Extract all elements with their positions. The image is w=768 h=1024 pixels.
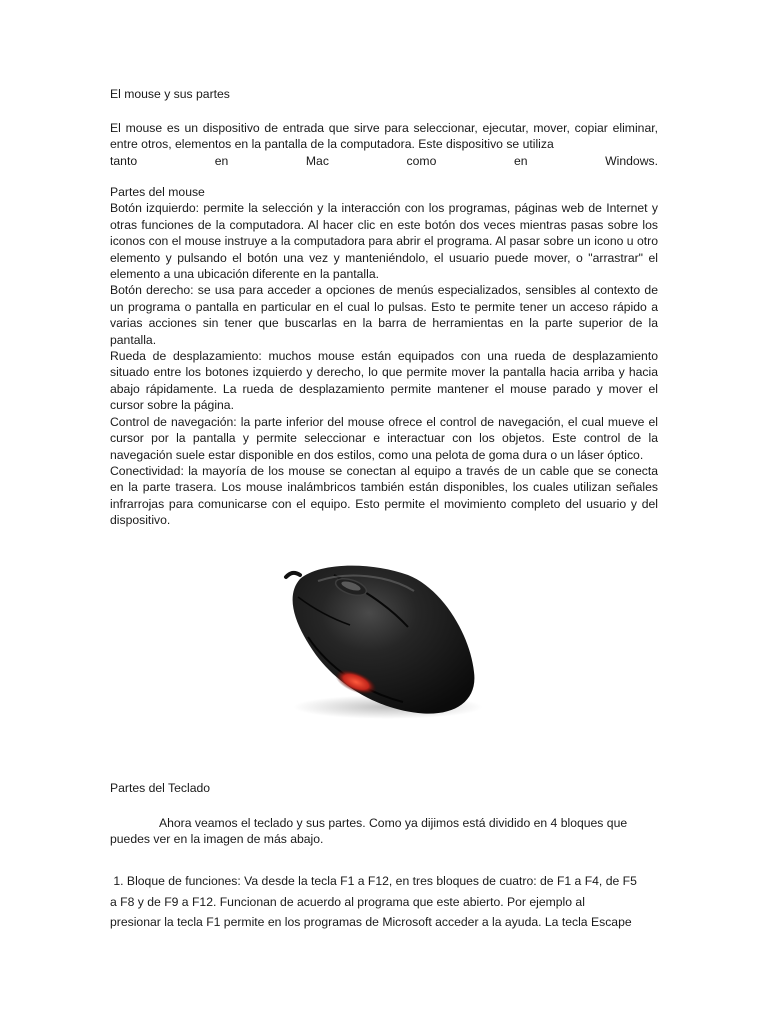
part-right-button: Botón derecho: se usa para acceder a opciones de menús especializados, sensibles al contexto de un programa o pantalla en particular en el cual lo pulsas. Esto te permite tener un acceso rápido a varias acciones sin tener que buscarlas en la barra de herramientas en la parte superior de la pantalla. — [110, 283, 658, 347]
intro-paragraph — [110, 120, 658, 169]
function-line-1: 1. Bloque de funciones: Va desde la tecla F1 a F12, en tres bloques de cuatro: de F1 a F4, de F5 — [110, 874, 637, 888]
title-text: El mouse y sus partes — [110, 87, 230, 101]
mouse-parts-section — [110, 184, 658, 529]
keyboard-intro-line-2: puedes ver en la imagen de más abajo. — [110, 832, 324, 847]
document-title — [110, 86, 658, 102]
parts-heading: Partes del mouse — [110, 185, 205, 199]
intro-text: El mouse es un dispositivo de entrada que sirve para seleccionar, ejecutar, mover, copiar eliminar, entre otros, elementos en la pantalla de la computadora. Este dispositivo se utiliza — [110, 121, 658, 152]
part-navigation-control: Control de navegación: la parte inferior del mouse ofrece el control de navegación, el cual mueve el cursor por la pantalla y permite seleccionar e interactuar con los objetos. Este control de la navegación suele estar disponible en dos estilos, como una pelota de goma dura o un láser óptico. — [110, 414, 658, 462]
keyboard-section-title — [110, 780, 658, 796]
keyboard-heading: Partes del Teclado — [110, 781, 211, 795]
function-line-3: presionar la tecla F1 permite en los programas de Microsoft acceder a la ayuda. La tecla Escape — [110, 915, 632, 929]
function-line-2: a F8 y de F9 a F12. Funcionan de acuerdo al programa que este abierto. Por ejemplo al — [110, 894, 585, 909]
function-block-paragraph — [110, 871, 658, 933]
part-left-button: Botón izquierdo: permite la selección y la interacción con los programas, páginas web de Internet y otras funciones de la computadora. Al hacer clic en este botón dos veces mientras pasas sobre los iconos con el mouse instruye a la computadora para abrir el programa. Al pasar sobre un icono u otro elemento y pulsando el botón una vez y manteniéndolo, el usuario puede mover, o "arrastrar" el elemento a una ubicación diferente en la pantalla. — [110, 201, 658, 282]
intro-last-line: tanto en Mac como en Windows. — [110, 153, 658, 168]
computer-mouse-image — [238, 557, 520, 722]
keyboard-intro-paragraph — [110, 815, 658, 848]
part-connectivity: Conectividad: la mayoría de los mouse se conectan al equipo a través de un cable que se conecta en la parte trasera. Los mouse inalámbricos también están disponibles, los cuales utilizan señales infrarrojas para comunicarse con el equipo. Esto permite el movimiento completo del usuario y del dispositivo. — [110, 463, 658, 528]
keyboard-intro-line-1: Ahora veamos el teclado y sus partes. Como ya dijimos está dividido en 4 bloques que — [159, 816, 628, 830]
part-scroll-wheel: Rueda de desplazamiento: muchos mouse están equipados con una rueda de desplazamiento situado entre los botones izquierdo y derecho, lo que permite mover la pantalla hacia arriba y hacia abajo rápidamente. La rueda de desplazamiento permite mantener el mouse parado y mover el cursor sobre la página. — [110, 349, 658, 413]
